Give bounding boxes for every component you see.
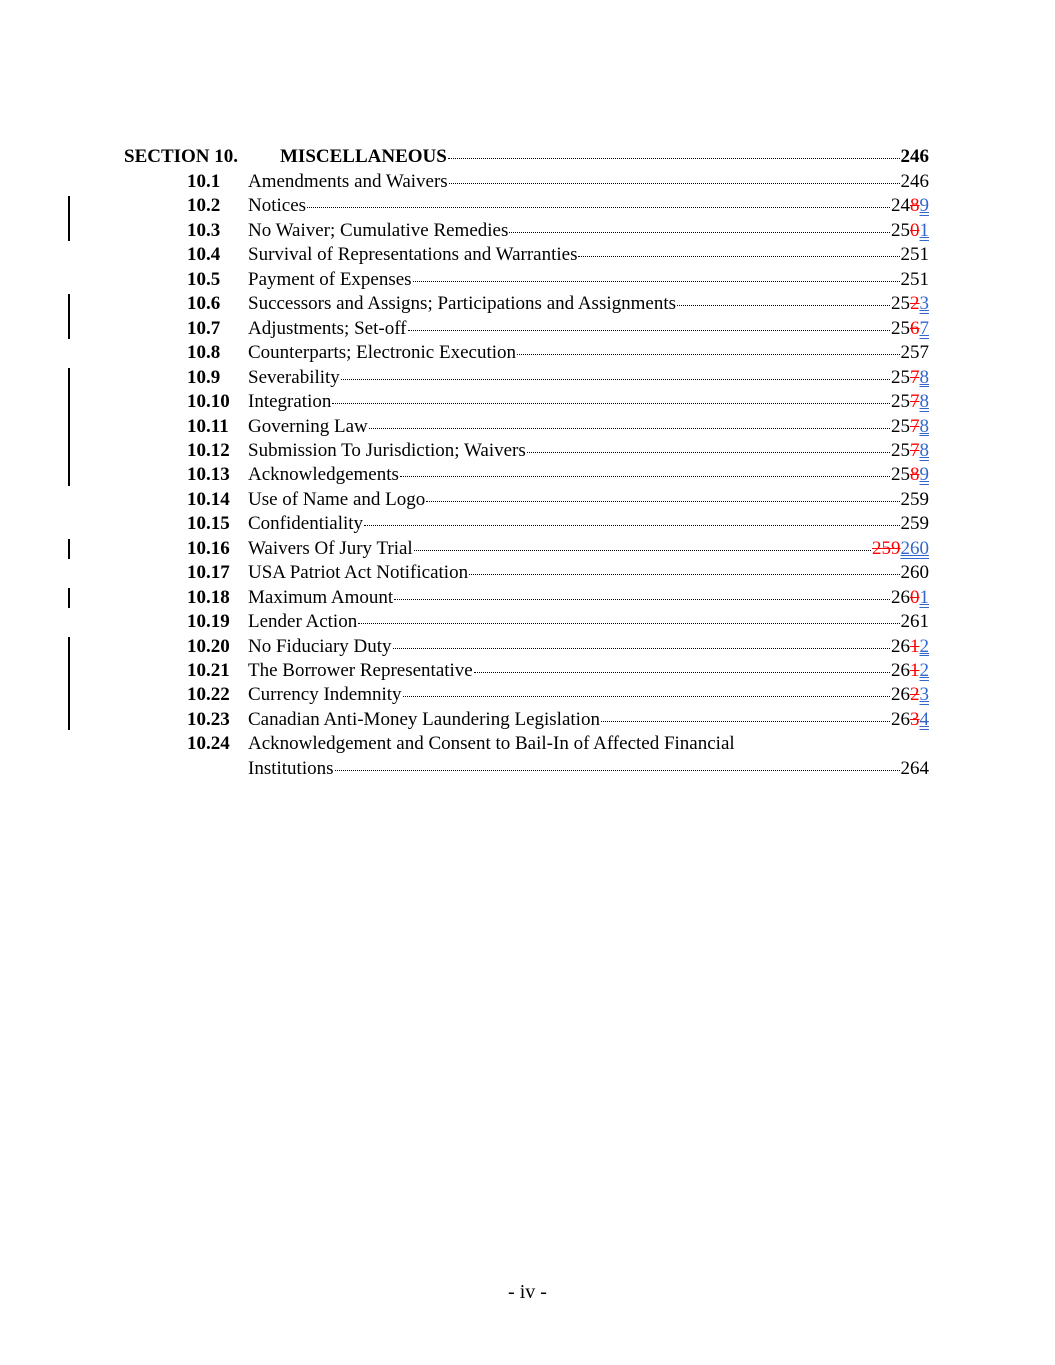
inserted-page-digits: 8 — [919, 391, 929, 413]
entry-page-number — [891, 317, 929, 341]
toc-entry[interactable] — [0, 292, 1055, 316]
revision-change-bar — [68, 196, 70, 241]
entry-title-line — [248, 708, 929, 732]
entry-title-line — [248, 610, 929, 634]
entry-title[interactable]: Survival of Representations and Warranties — [248, 244, 578, 266]
entry-title-line — [248, 243, 929, 267]
entry-page-number — [891, 708, 929, 732]
inserted-page-digits: 8 — [919, 415, 929, 437]
entry-title[interactable]: Waivers Of Jury Trial — [248, 537, 413, 559]
toc-entry[interactable] — [0, 561, 1055, 585]
toc-entry[interactable] — [0, 683, 1055, 707]
entry-title[interactable]: Confidentiality — [248, 513, 364, 535]
entry-title-line — [248, 635, 929, 659]
entry-title[interactable]: Severability — [248, 366, 340, 388]
deleted-page-digits: 2 — [910, 293, 920, 315]
entry-title[interactable]: No Fiduciary Duty — [248, 635, 392, 657]
entry-page-number — [891, 683, 929, 707]
inserted-page-digits: 7 — [919, 317, 929, 339]
deleted-page-digits: 7 — [910, 366, 920, 388]
entry-page-number: 259 — [900, 488, 929, 510]
inserted-page-digits: 3 — [919, 684, 929, 706]
inserted-page-digits: 8 — [919, 439, 929, 461]
entry-page-number: 251 — [900, 244, 929, 266]
entry-title[interactable]: Acknowledgements — [248, 464, 399, 486]
entry-title-line — [248, 488, 929, 512]
entry-title[interactable]: Canadian Anti-Money Laundering Legislation — [248, 708, 600, 730]
toc-entry[interactable] — [0, 439, 1055, 463]
entry-page-number: 246 — [900, 171, 929, 192]
toc-entry[interactable] — [0, 732, 1055, 779]
page-base-digits: 25 — [891, 439, 910, 461]
entry-page-number — [891, 292, 929, 316]
entry-title[interactable]: Payment of Expenses — [248, 268, 412, 290]
entry-page-number — [891, 194, 929, 218]
entry-title[interactable]: The Borrower Representative — [248, 660, 473, 681]
toc-entry[interactable] — [0, 219, 1055, 243]
deleted-page-digits: 0 — [910, 219, 920, 241]
entry-page-number — [891, 390, 929, 414]
page-base-digits: 25 — [891, 366, 910, 388]
entry-number: 10.4 — [187, 244, 221, 266]
toc-entry[interactable] — [0, 390, 1055, 414]
dot-leader — [394, 599, 890, 600]
entry-title-line — [248, 561, 929, 585]
inserted-page-digits: 3 — [919, 293, 929, 315]
entry-number: 10.6 — [187, 293, 221, 315]
entry-title-continuation-line — [248, 757, 929, 781]
page-base-digits: 26 — [891, 708, 910, 730]
entry-number: 10.1 — [187, 171, 221, 192]
entry-title[interactable]: Maximum Amount — [248, 586, 394, 608]
page-base-digits: 26 — [891, 586, 910, 608]
dot-leader — [341, 379, 890, 380]
deleted-page-digits: 2 — [910, 684, 920, 706]
dot-leader — [449, 183, 900, 184]
entry-number: 10.15 — [187, 513, 230, 535]
entry-title-line — [248, 439, 929, 463]
entry-title-line — [248, 732, 929, 756]
entry-title-line — [248, 683, 929, 707]
toc-entry[interactable] — [0, 488, 1055, 512]
entry-title-line — [248, 268, 929, 292]
toc-entry[interactable] — [0, 317, 1055, 341]
entry-number: 10.10 — [187, 391, 230, 413]
entry-number: 10.8 — [187, 342, 221, 364]
deleted-page-digits: 1 — [910, 660, 920, 681]
dot-leader — [426, 501, 899, 502]
dot-leader — [393, 648, 890, 649]
page-footer: - iv - — [508, 1281, 547, 1303]
entry-number: 10.2 — [187, 195, 221, 217]
dot-leader — [448, 158, 900, 159]
entry-page-number — [891, 439, 929, 463]
section-title-line — [280, 145, 929, 169]
revision-change-bar — [68, 368, 70, 486]
entry-title-line — [248, 219, 929, 243]
revision-change-bar — [68, 588, 70, 608]
section-title: MISCELLANEOUS — [280, 146, 447, 167]
inserted-page-digits: 1 — [919, 219, 929, 241]
toc-entry[interactable] — [0, 268, 1055, 292]
section-label: SECTION 10. — [124, 146, 239, 167]
entry-title[interactable]: Notices — [248, 195, 307, 217]
deleted-page-digits: 1 — [910, 635, 920, 657]
entry-number: 10.14 — [187, 488, 230, 510]
entry-page-number: 259 — [900, 513, 929, 535]
entry-number: 10.20 — [187, 635, 230, 657]
section-page-number: 246 — [900, 146, 929, 167]
dot-leader — [601, 721, 890, 722]
page-base-digits: 25 — [891, 464, 910, 486]
dot-leader — [400, 476, 890, 477]
entry-title[interactable]: No Waiver; Cumulative Remedies — [248, 219, 509, 241]
dot-leader — [403, 696, 890, 697]
entry-title[interactable]: USA Patriot Act Notification — [248, 562, 469, 584]
toc-entry[interactable] — [0, 586, 1055, 610]
section-heading-row — [0, 145, 1055, 169]
entry-title-line — [248, 586, 929, 610]
deleted-page-digits: 7 — [910, 439, 920, 461]
toc-entry[interactable] — [0, 415, 1055, 439]
entry-number: 10.9 — [187, 366, 221, 388]
deleted-page-digits: 0 — [910, 586, 920, 608]
toc-entry[interactable] — [0, 243, 1055, 267]
dot-leader — [364, 525, 899, 526]
entry-page-number — [891, 635, 929, 659]
entry-title-line — [248, 512, 929, 536]
deleted-page-digits: 8 — [910, 464, 920, 486]
deleted-page-digits: 8 — [910, 195, 920, 217]
dot-leader — [527, 452, 890, 453]
entry-page-number — [891, 415, 929, 439]
entry-title-line — [248, 194, 929, 218]
entry-title[interactable]: Amendments and Waivers — [248, 171, 448, 192]
entry-number: 10.5 — [187, 268, 221, 290]
entry-title[interactable]: Adjustments; Set-off — [248, 317, 407, 339]
entry-page-number — [891, 586, 929, 610]
entry-title-line — [248, 292, 929, 316]
toc-entry[interactable] — [0, 170, 1055, 194]
inserted-page-digits: 2 — [919, 635, 929, 657]
entry-number: 10.24 — [187, 733, 230, 755]
entry-number: 10.16 — [187, 537, 230, 559]
entry-title-line — [248, 659, 929, 683]
entry-page-number: 264 — [900, 757, 929, 779]
deleted-page-digits: 259 — [872, 537, 901, 559]
entry-page-number: 251 — [900, 268, 929, 290]
entry-title-line — [248, 341, 929, 365]
page-base-digits: 26 — [891, 635, 910, 657]
inserted-page-digits: 260 — [900, 537, 929, 559]
deleted-page-digits: 6 — [910, 317, 920, 339]
entry-page-number: 261 — [900, 611, 929, 633]
entry-title[interactable]: Acknowledgement and Consent to Bail-In of Affected Financial — [248, 733, 735, 755]
dot-leader — [474, 672, 890, 673]
entry-title[interactable]: Currency Indemnity — [248, 684, 402, 706]
dot-leader — [332, 403, 890, 404]
entry-page-number: 257 — [900, 342, 929, 364]
page-base-digits: 25 — [891, 317, 910, 339]
entry-title-continuation[interactable]: Institutions — [248, 757, 334, 779]
deleted-page-digits: 3 — [910, 708, 920, 730]
entry-title[interactable]: Use of Name and Logo — [248, 488, 426, 510]
deleted-page-digits: 7 — [910, 415, 920, 437]
entry-page-number — [891, 463, 929, 487]
entry-title[interactable]: Successors and Assigns; Participations and Assignments — [248, 293, 677, 315]
toc-entry[interactable] — [0, 366, 1055, 390]
entry-title[interactable]: Counterparts; Electronic Execution — [248, 342, 517, 364]
dot-leader — [677, 305, 890, 306]
dot-leader — [358, 623, 899, 624]
toc-entry[interactable] — [0, 659, 1055, 683]
entry-number: 10.17 — [187, 562, 230, 584]
entry-number: 10.11 — [187, 415, 229, 437]
entry-page-number — [891, 659, 929, 683]
toc-entry[interactable] — [0, 610, 1055, 634]
toc-entry[interactable] — [0, 463, 1055, 487]
entry-number: 10.23 — [187, 708, 230, 730]
dot-leader — [335, 770, 900, 771]
entry-title-line — [248, 366, 929, 390]
entry-page-number — [891, 219, 929, 243]
toc-entry[interactable] — [0, 635, 1055, 659]
dot-leader — [307, 207, 890, 208]
entry-number: 10.13 — [187, 464, 230, 486]
dot-leader — [413, 281, 900, 282]
entry-number: 10.19 — [187, 611, 230, 633]
deleted-page-digits: 7 — [910, 391, 920, 413]
inserted-page-digits: 9 — [919, 464, 929, 486]
entry-number: 10.22 — [187, 684, 230, 706]
entry-number: 10.3 — [187, 219, 221, 241]
entry-number: 10.18 — [187, 586, 230, 608]
entry-title[interactable]: Submission To Jurisdiction; Waivers — [248, 439, 526, 461]
inserted-page-digits: 8 — [919, 366, 929, 388]
entry-title[interactable]: Lender Action — [248, 611, 358, 633]
revision-change-bar — [68, 294, 70, 339]
entry-title-line — [248, 415, 929, 439]
entry-page-number: 260 — [900, 562, 929, 584]
dot-leader — [414, 550, 871, 551]
page-base-digits: 26 — [891, 660, 910, 681]
dot-leader — [578, 256, 899, 257]
page-base-digits: 25 — [891, 219, 910, 241]
entry-page-number — [891, 366, 929, 390]
page-base-digits: 25 — [891, 415, 910, 437]
entry-title-line — [248, 463, 929, 487]
entry-number: 10.12 — [187, 439, 230, 461]
entry-title-line — [248, 317, 929, 341]
dot-leader — [509, 232, 890, 233]
toc-entry[interactable] — [0, 512, 1055, 536]
revision-change-bar — [68, 539, 70, 559]
entry-page-number — [872, 537, 929, 561]
dot-leader — [469, 574, 899, 575]
page-base-digits: 25 — [891, 391, 910, 413]
toc-entry[interactable] — [0, 194, 1055, 218]
inserted-page-digits: 9 — [919, 195, 929, 217]
entry-title[interactable]: Integration — [248, 391, 332, 413]
dot-leader — [408, 330, 890, 331]
entry-title-line — [248, 390, 929, 414]
revision-change-bar — [68, 637, 70, 731]
page-base-digits: 26 — [891, 684, 910, 706]
entry-title-line — [248, 537, 929, 561]
toc-entry[interactable] — [0, 708, 1055, 732]
entry-title[interactable]: Governing Law — [248, 415, 368, 437]
inserted-page-digits: 2 — [919, 660, 929, 681]
inserted-page-digits: 4 — [919, 708, 929, 730]
dot-leader — [369, 428, 890, 429]
dot-leader — [517, 354, 899, 355]
page-base-digits: 25 — [891, 293, 910, 315]
entry-number: 10.21 — [187, 660, 230, 681]
page-base-digits: 24 — [891, 195, 910, 217]
toc-entry[interactable] — [0, 341, 1055, 365]
inserted-page-digits: 1 — [919, 586, 929, 608]
entry-title-line — [248, 170, 929, 194]
entry-number: 10.7 — [187, 317, 221, 339]
toc-entry[interactable] — [0, 537, 1055, 561]
